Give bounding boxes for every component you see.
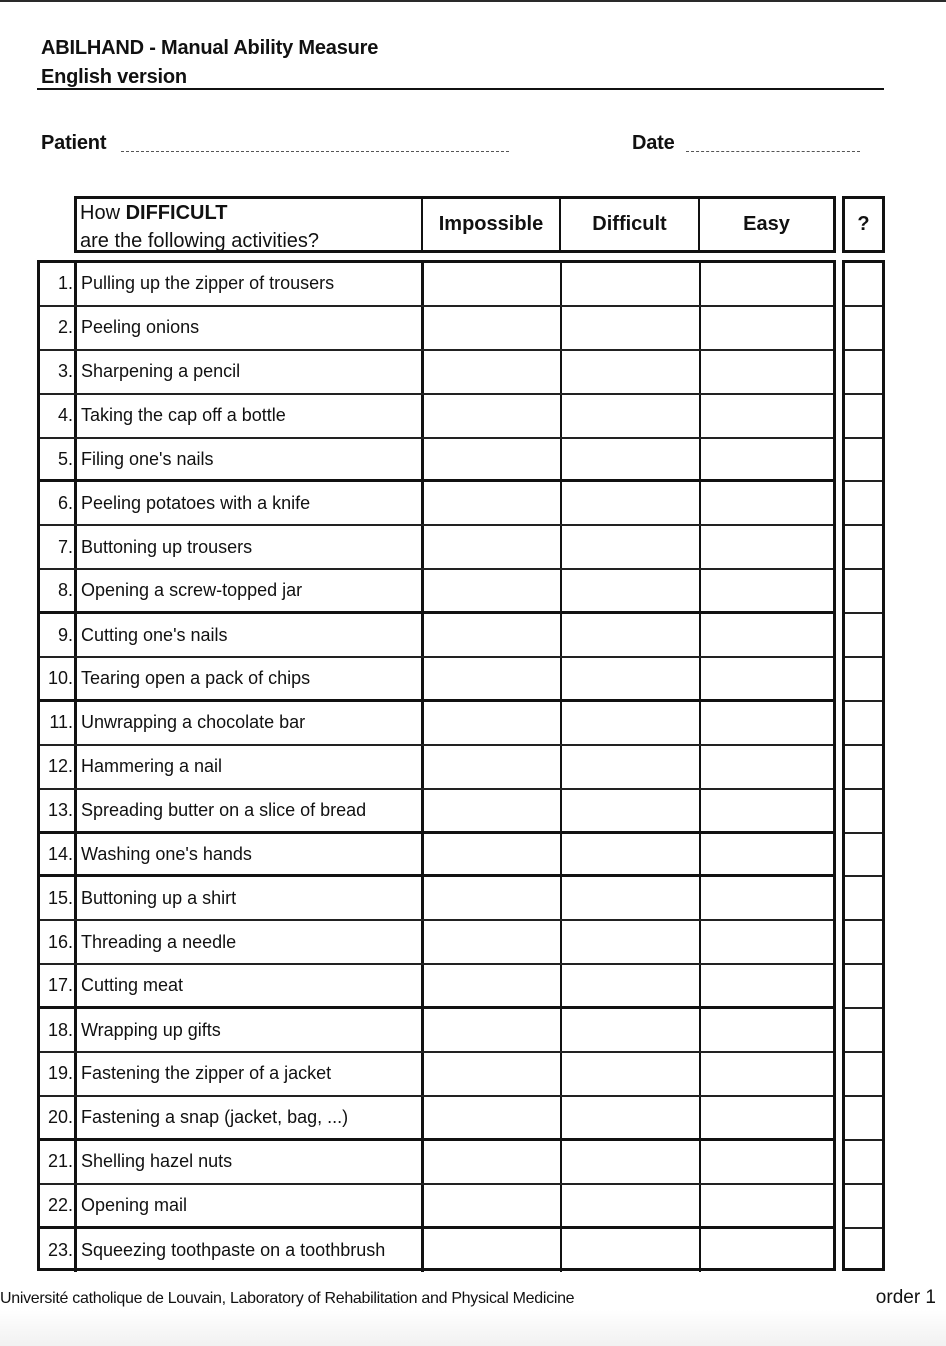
row-activity: Buttoning up trousers [77, 526, 424, 568]
answer-cell-unknown[interactable] [845, 746, 882, 790]
row-number: 4. [40, 395, 77, 437]
row-number: 15. [40, 877, 77, 919]
answer-cell-easy[interactable] [701, 1009, 833, 1051]
row-number: 3. [40, 351, 77, 393]
table-row [40, 790, 833, 834]
row-activity: Fastening a snap (jacket, bag, ...) [77, 1097, 424, 1138]
answer-cell-easy[interactable] [701, 877, 833, 919]
answer-cell-impossible[interactable] [424, 570, 562, 611]
table-row [40, 746, 833, 790]
row-number: 6. [40, 482, 77, 524]
footer-order: order 1 [875, 1287, 936, 1308]
answer-cell-difficult[interactable] [562, 965, 701, 1006]
table-row [40, 921, 833, 965]
table-row [40, 439, 833, 483]
answer-cell-impossible[interactable] [424, 702, 562, 744]
row-activity: Wrapping up gifts [77, 1009, 424, 1051]
answer-cell-difficult[interactable] [562, 1229, 701, 1273]
answer-cell-easy[interactable] [701, 263, 833, 305]
table-row [40, 658, 833, 702]
answer-cell-difficult[interactable] [562, 263, 701, 305]
table-row [40, 702, 833, 746]
answer-cell-impossible[interactable] [424, 1009, 562, 1051]
table-row [40, 307, 833, 351]
answer-cell-easy[interactable] [701, 351, 833, 393]
row-activity: Shelling hazel nuts [77, 1141, 424, 1183]
answer-cell-easy[interactable] [701, 1229, 833, 1273]
row-activity: Cutting meat [77, 965, 424, 1006]
header-difficult: Difficult [561, 199, 700, 250]
answer-cell-easy[interactable] [701, 1053, 833, 1095]
row-number: 10. [40, 658, 77, 699]
row-number: 5. [40, 439, 77, 480]
answer-cell-easy[interactable] [701, 658, 833, 699]
answer-cell-unknown[interactable] [845, 439, 882, 483]
table-row [40, 1229, 833, 1273]
row-activity: Squeezing toothpaste on a toothbrush [77, 1229, 424, 1273]
footer-institution: Université catholique de Louvain, Laboratory of Rehabilitation and Physical Medicine [0, 1290, 575, 1307]
document-title: ABILHAND - Manual Ability Measure [41, 37, 379, 59]
answer-cell-easy[interactable] [701, 570, 833, 611]
title-divider [37, 88, 884, 90]
answer-cell-difficult[interactable] [562, 614, 701, 656]
answer-cell-difficult[interactable] [562, 482, 701, 524]
answer-cell-unknown[interactable] [845, 395, 882, 439]
table-row [40, 965, 833, 1009]
answer-cell-easy[interactable] [701, 395, 833, 437]
row-number: 13. [40, 790, 77, 831]
table-row [40, 1097, 833, 1141]
answer-cell-easy[interactable] [701, 1097, 833, 1138]
row-activity: Hammering a nail [77, 746, 424, 788]
table-row [40, 351, 833, 395]
answer-cell-impossible[interactable] [424, 1229, 562, 1273]
answer-cell-easy[interactable] [701, 439, 833, 480]
answer-cell-unknown[interactable] [845, 1185, 882, 1229]
top-border [0, 0, 946, 2]
answer-cell-difficult[interactable] [562, 834, 701, 875]
answer-cell-impossible[interactable] [424, 395, 562, 437]
table-row [40, 614, 833, 658]
answer-cell-unknown[interactable] [845, 702, 882, 746]
row-activity: Opening mail [77, 1185, 424, 1226]
header-question-suffix: are the following activities? [80, 230, 320, 252]
answer-cell-easy[interactable] [701, 526, 833, 568]
answer-cell-difficult[interactable] [562, 351, 701, 393]
answer-cell-impossible[interactable] [424, 746, 562, 788]
answer-cell-impossible[interactable] [424, 877, 562, 919]
answer-cell-impossible[interactable] [424, 834, 562, 875]
answer-cell-easy[interactable] [701, 790, 833, 831]
answer-cell-easy[interactable] [701, 307, 833, 349]
answer-cell-impossible[interactable] [424, 526, 562, 568]
answer-cell-difficult[interactable] [562, 526, 701, 568]
row-number: 23. [40, 1229, 77, 1273]
row-number: 12. [40, 746, 77, 788]
answer-cell-impossible[interactable] [424, 439, 562, 480]
answer-cell-easy[interactable] [701, 1141, 833, 1183]
answer-cell-difficult[interactable] [562, 1053, 701, 1095]
answer-cell-impossible[interactable] [424, 1185, 562, 1226]
answer-cell-difficult[interactable] [562, 395, 701, 437]
row-activity: Peeling potatoes with a knife [77, 482, 424, 524]
answer-cell-easy[interactable] [701, 746, 833, 788]
row-number: 2. [40, 307, 77, 349]
table-row [40, 1053, 833, 1097]
answer-cell-impossible[interactable] [424, 1053, 562, 1095]
patient-field[interactable] [121, 151, 509, 152]
header-question [77, 199, 423, 250]
answer-cell-unknown[interactable] [845, 351, 882, 395]
row-activity: Spreading butter on a slice of bread [77, 790, 424, 831]
header-easy: Easy [743, 213, 790, 235]
row-number: 17. [40, 965, 77, 1006]
answer-cell-unknown[interactable] [845, 614, 882, 658]
answer-cell-easy[interactable] [701, 702, 833, 744]
answer-cell-impossible[interactable] [424, 658, 562, 699]
table-header [74, 196, 836, 253]
row-number: 22. [40, 1185, 77, 1226]
row-number: 21. [40, 1141, 77, 1183]
answer-cell-unknown[interactable] [845, 263, 882, 307]
answer-cell-difficult[interactable] [562, 307, 701, 349]
row-activity: Cutting one's nails [77, 614, 424, 656]
answer-cell-difficult[interactable] [562, 439, 701, 480]
date-field[interactable] [686, 151, 860, 152]
row-number: 11. [40, 702, 77, 744]
row-activity: Taking the cap off a bottle [77, 395, 424, 437]
row-activity: Threading a needle [77, 921, 424, 963]
answer-cell-unknown[interactable] [845, 482, 882, 526]
answer-cell-difficult[interactable] [562, 746, 701, 788]
table-row [40, 877, 833, 921]
answer-cell-unknown[interactable] [845, 658, 882, 702]
answer-cell-impossible[interactable] [424, 614, 562, 656]
row-number: 9. [40, 614, 77, 656]
answer-cell-unknown[interactable] [845, 1141, 882, 1185]
answer-cell-impossible[interactable] [424, 263, 562, 305]
row-number: 20. [40, 1097, 77, 1138]
row-activity: Sharpening a pencil [77, 351, 424, 393]
answer-cell-impossible[interactable] [424, 482, 562, 524]
answer-cell-easy[interactable] [701, 921, 833, 963]
answer-cell-difficult[interactable] [562, 702, 701, 744]
answer-cell-impossible[interactable] [424, 307, 562, 349]
row-activity: Opening a screw-topped jar [77, 570, 424, 611]
answer-cell-difficult[interactable] [562, 1141, 701, 1183]
table-row [40, 263, 833, 307]
row-number: 7. [40, 526, 77, 568]
table-row [40, 1009, 833, 1053]
answer-cell-unknown[interactable] [845, 921, 882, 965]
answer-cell-difficult[interactable] [562, 921, 701, 963]
row-activity: Peeling onions [77, 307, 424, 349]
row-number: 1. [40, 263, 77, 305]
answer-cell-unknown[interactable] [845, 834, 882, 878]
row-number: 19. [40, 1053, 77, 1095]
answer-cell-difficult[interactable] [562, 1097, 701, 1138]
row-activity: Washing one's hands [77, 834, 424, 875]
answer-cell-unknown[interactable] [845, 1053, 882, 1097]
answer-cell-unknown[interactable] [845, 1097, 882, 1141]
table-row [40, 482, 833, 526]
row-number: 18. [40, 1009, 77, 1051]
header-question-emphasis: DIFFICULT [125, 202, 228, 224]
answer-cell-impossible[interactable] [424, 965, 562, 1006]
answer-cell-unknown[interactable] [845, 1009, 882, 1053]
table-row [40, 570, 833, 614]
answer-cell-unknown[interactable] [845, 877, 882, 921]
row-number: 14. [40, 834, 77, 875]
row-number: 16. [40, 921, 77, 963]
row-activity: Pulling up the zipper of trousers [77, 263, 424, 305]
row-activity: Filing one's nails [77, 439, 424, 480]
page-shadow [0, 1310, 946, 1346]
header-impossible: Impossible [423, 199, 561, 250]
document-subtitle: English version [41, 66, 187, 88]
row-activity: Unwrapping a chocolate bar [77, 702, 424, 744]
answer-cell-impossible[interactable] [424, 1097, 562, 1138]
answer-cell-impossible[interactable] [424, 790, 562, 831]
table-row [40, 834, 833, 878]
row-activity: Tearing open a pack of chips [77, 658, 424, 699]
table-row [40, 526, 833, 570]
answer-cell-impossible[interactable] [424, 1141, 562, 1183]
answer-cell-impossible[interactable] [424, 921, 562, 963]
answer-cell-difficult[interactable] [562, 1009, 701, 1051]
answer-cell-easy[interactable] [701, 965, 833, 1006]
answer-cell-difficult[interactable] [562, 570, 701, 611]
patient-label: Patient [41, 132, 107, 154]
unknown-column [842, 260, 885, 1271]
header-question-prefix: How [80, 202, 126, 224]
row-number: 8. [40, 570, 77, 611]
header-unknown: ? [842, 196, 885, 253]
table-row [40, 395, 833, 439]
answer-cell-unknown[interactable] [845, 307, 882, 351]
table-row [40, 1185, 833, 1229]
row-activity: Buttoning up a shirt [77, 877, 424, 919]
table-row [40, 1141, 833, 1185]
answer-cell-difficult[interactable] [562, 1185, 701, 1226]
answer-cell-unknown[interactable] [845, 965, 882, 1009]
activities-table [37, 260, 836, 1271]
answer-cell-impossible[interactable] [424, 351, 562, 393]
answer-cell-easy[interactable] [701, 1185, 833, 1226]
answer-cell-unknown[interactable] [845, 1229, 882, 1273]
answer-cell-unknown[interactable] [845, 526, 882, 570]
answer-cell-unknown[interactable] [845, 790, 882, 834]
answer-cell-difficult[interactable] [562, 658, 701, 699]
date-label: Date [632, 132, 675, 154]
answer-cell-difficult[interactable] [562, 790, 701, 831]
answer-cell-easy[interactable] [701, 614, 833, 656]
answer-cell-easy[interactable] [701, 482, 833, 524]
answer-cell-unknown[interactable] [845, 570, 882, 614]
row-activity: Fastening the zipper of a jacket [77, 1053, 424, 1095]
answer-cell-difficult[interactable] [562, 877, 701, 919]
answer-cell-easy[interactable] [701, 834, 833, 875]
